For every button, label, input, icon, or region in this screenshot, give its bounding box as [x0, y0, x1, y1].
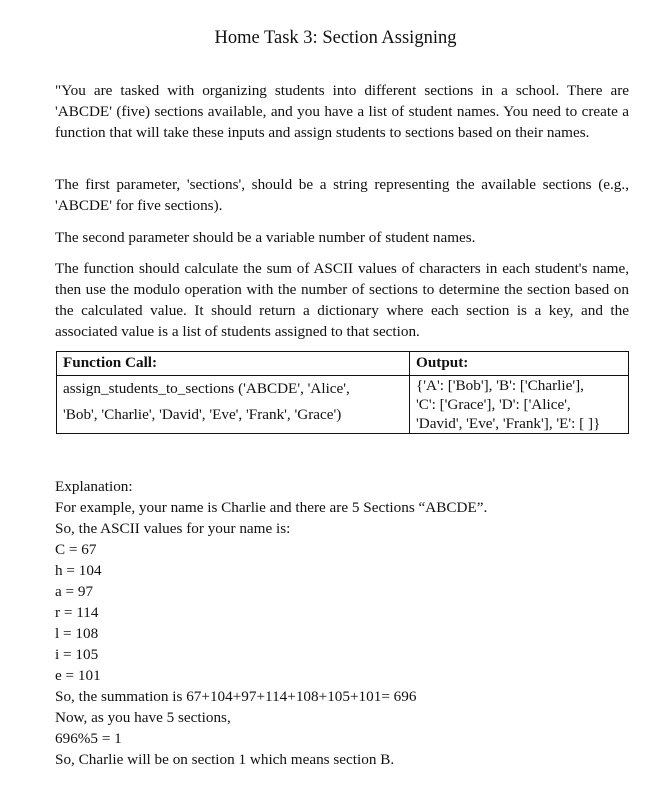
- table-header-row: [57, 352, 629, 376]
- explanation-line: 696%5 = 1: [55, 730, 122, 747]
- explanation-heading: Explanation:: [55, 478, 133, 495]
- explanation-line: e = 101: [55, 667, 101, 684]
- function-call-line: 'Bob', 'Charlie', 'David', 'Eve', 'Frank', 'Grace'): [63, 406, 342, 423]
- explanation-block: [55, 476, 645, 770]
- first-parameter-paragraph: The first parameter, 'sections', should be a string representing the available sections (e.g., 'ABCDE' for five sections).: [55, 176, 629, 214]
- second-parameter-paragraph: The second parameter should be a variable number of student names.: [55, 229, 476, 246]
- example-table: [56, 351, 629, 434]
- output-header: Output:: [410, 352, 629, 376]
- output-cell: [410, 376, 629, 434]
- explanation-line: So, the ASCII values for your name is:: [55, 520, 291, 537]
- explanation-line: r = 114: [55, 604, 99, 621]
- function-behavior-paragraph: The function should calculate the sum of ASCII values of characters in each student's name, then use the modulo operation with the number of sections to determine the section based on the calculated value. It should return a dictionary where each section is a key, and the associated value is a list of students assigned to that section.: [55, 260, 629, 340]
- explanation-line: Now, as you have 5 sections,: [55, 709, 231, 726]
- explanation-line: C = 67: [55, 541, 97, 558]
- explanation-line: i = 105: [55, 646, 99, 663]
- intro-paragraph: "You are tasked with organizing students into different sections in a school. There are 'ABCDE' (five) sections available, and you have a list of student names. You need to create a function that will take these inputs and assign students to sections based on their names.: [55, 82, 629, 141]
- page-title: Home Task 3: Section Assigning: [214, 28, 457, 48]
- function-call-line: assign_students_to_sections ('ABCDE', 'Alice',: [63, 380, 350, 397]
- function-call-header: Function Call:: [57, 352, 410, 376]
- output-line: 'C': ['Grace'], 'D': ['Alice',: [416, 396, 571, 413]
- output-line: 'David', 'Eve', 'Frank'], 'E': [ ]}: [416, 415, 601, 432]
- explanation-line: l = 108: [55, 625, 99, 642]
- explanation-line: a = 97: [55, 583, 94, 600]
- explanation-line: So, the summation is 67+104+97+114+108+105+101= 696: [55, 688, 417, 705]
- explanation-line: h = 104: [55, 562, 102, 579]
- function-call-cell: [57, 376, 410, 434]
- output-line: {'A': ['Bob'], 'B': ['Charlie'],: [416, 377, 584, 394]
- explanation-line: So, Charlie will be on section 1 which means section B.: [55, 751, 395, 768]
- explanation-line: For example, your name is Charlie and there are 5 Sections “ABCDE”.: [55, 499, 488, 516]
- table-row: [57, 376, 629, 434]
